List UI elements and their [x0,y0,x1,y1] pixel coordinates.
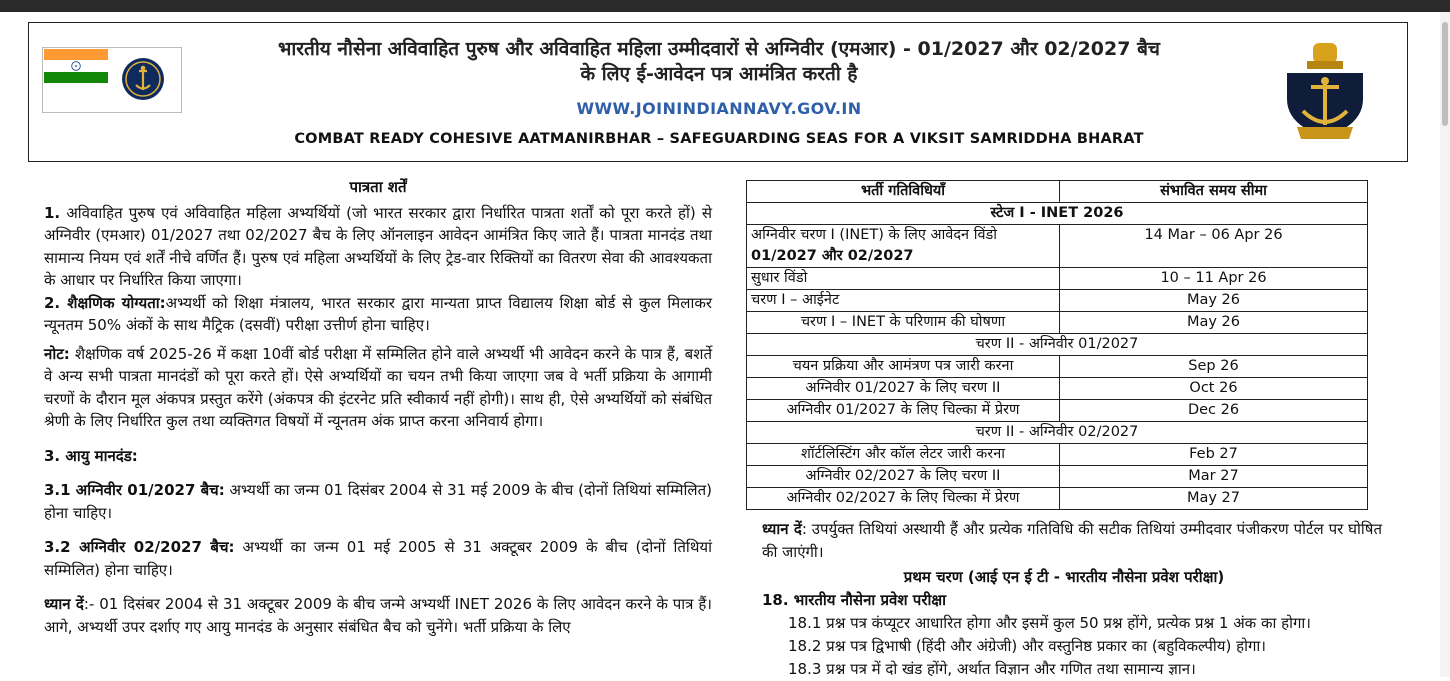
activity-batches: 01/2027 और 02/2027 [751,248,914,264]
col-timeline-header: संभावित समय सीमा [1060,181,1368,203]
exam-section [746,518,1382,681]
table-row [747,488,1368,510]
col-activities-header: भर्ती गतिविधियाँ [747,181,1060,203]
activity-cell: शॉर्टलिस्टिंग और कॉल लेटर जारी करना [747,444,1060,466]
date-cell: Sep 26 [1060,356,1368,378]
age-batch-2-label: 3.2 अग्निवीर 02/2027 बैच: [44,538,235,556]
activity-cell [747,225,1060,268]
ashoka-chakra-icon [71,61,81,71]
notice-title-line-1: भारतीय नौसेना अविवाहित पुरुष और अविवाहित महिला उम्मीदवारों से अग्निवीर (एमआर) - 01/2027 और 02/2027 बैच [277,38,1160,60]
note-text: शैक्षणिक वर्ष 2025-26 में कक्षा 10वीं बोर्ड परीक्षा में सम्मिलित होने वाले अभ्यर्थी भी आवेदन करने के पात्र हैं, बशर्ते वे अन्य सभी पात्रता मानदंडों को पूरा करते हों। ऐसे अभ्यर्थियों का चयन तभी किया जाएगा जब वे भर्ती प्रक्रिया के आगामी चरणों के दौरान मूल अंकपत्र प्रस्तुत करेंगे (अंकपत्र की इंटरनेट प्रति स्वीकार्य नहीं होगी)। साथ ही, ऐसे अभ्यर्थियों को संबंधित श्रेणी के लिए निर्धारित कुल तथा व्यक्तिगत विषयों में न्यूनतम अंक प्राप्त करना अनिवार्य होगा। [44,344,712,430]
section-18-3: 18.3 प्रश्न पत्र में दो खंड होंगे, अर्थात विज्ञान और गणित तथा सामान्य ज्ञान। [788,660,1196,678]
table-row [747,466,1368,488]
eligibility-section [44,176,712,638]
age-heading: 3. आयु मानदंड: [44,446,138,465]
table-row [747,334,1368,356]
education-label: 2. शैक्षणिक योग्यता: [44,293,166,312]
attention-text: :- 01 दिसंबर 2004 से 31 अक्टूबर 2009 के बीच जन्मे अभ्यर्थी INET 2026 के लिए आवेदन करने के पात्र हैं। आगे, अभ्यर्थी उपर दर्शाए गए आयु मानदंड के अनुसार संबंधित बैच को चुनेंगे। भर्ती प्रक्रिया के लिए [44,595,712,636]
table-row [747,378,1368,400]
date-cell: Dec 26 [1060,400,1368,422]
table-row [747,268,1368,290]
age-batch-1-para [44,479,712,524]
date-cell: Mar 27 [1060,466,1368,488]
activity-cell: अग्निवीर 02/2027 के लिए चिल्का में प्रेरण [747,488,1060,510]
section-18-heading: 18. भारतीय नौसेना प्रवेश परीक्षा [762,591,946,609]
section-18-2: 18.2 प्रश्न पत्र द्विभाषी (हिंदी और अंग्रेजी) और वस्तुनिष्ठ प्रकार का (बहुविकल्पीय) होगा। [788,637,1266,655]
table-row [747,225,1368,268]
indian-flag-icon [44,49,108,83]
notice-header [28,22,1408,162]
notice-title-line-2: के लिए ई-आवेदन पत्र आमंत्रित करती है [580,63,858,85]
motto-text: COMBAT READY COHESIVE AATMANIRBHAR – SAFEGUARDING SEAS FOR A VIKSIT SAMRIDDHA BHARAT [294,131,1144,147]
activity-cell: चयन प्रक्रिया और आमंत्रण पत्र जारी करना [747,356,1060,378]
para-1-text: अविवाहित पुरुष एवं अविवाहित महिला अभ्यर्थियों (जो भारत सरकार द्वारा निर्धारित पात्रता शर्तों को पूरा करते हों) से अग्निवीर (एमआर) 01/2027 तथा 02/2027 बैच के लिए ऑनलाइन आवेदन आमंत्रित किए जाते हैं। पात्रता मानदंड तथा सामान्य नियम एवं शर्तें नीचे वर्णित हैं। पुरुष एवं महिला अभ्यर्थियों के लिए ट्रेड-वार रिक्तियों का वितरण सेवा की आवश्यकता के आधार पर निर्धारित किया जाएगा। [44,203,712,289]
para-1-number: 1. [44,203,61,222]
dates-note [746,518,1382,564]
attention-para [44,593,712,638]
date-cell: Oct 26 [1060,378,1368,400]
navy-emblem-icon [1279,39,1371,143]
activity-cell: अग्निवीर 01/2027 के लिए चरण II [747,378,1060,400]
table-row [747,290,1368,312]
dates-note-label: ध्यान दें [762,520,802,538]
activity-cell: चरण I – आईनेट [747,290,1060,312]
activity-cell: अग्निवीर 01/2027 के लिए चिल्का में प्रेरण [747,400,1060,422]
education-para [44,292,712,337]
stage-1-row: स्टेज I - INET 2026 [747,203,1368,225]
education-text: अभ्यर्थी को शिक्षा मंत्रालय, भारत सरकार द्वारा मान्यता प्राप्त विद्यालय शिक्षा बोर्ड से कुल मिलाकर न्यूनतम 50% अंकों के साथ मैट्रिक (दसवीं) परीक्षा उत्तीर्ण होना चाहिए। [44,293,712,334]
date-cell: May 26 [1060,290,1368,312]
scrollbar-thumb[interactable] [1442,22,1448,126]
date-cell: May 26 [1060,312,1368,334]
date-cell: May 27 [1060,488,1368,510]
activity-cell: सुधार विंडो [747,268,1060,290]
date-cell: 14 Mar – 06 Apr 26 [1060,225,1368,268]
website-link[interactable]: WWW.JOININDIANNAVY.GOV.IN [576,99,862,118]
table-row [747,444,1368,466]
note-para [44,343,712,433]
age-batch-1-text: अभ्यर्थी का जन्म 01 दिसंबर 2004 से 31 मई 2009 के बीच (दोनों तिथियां सम्मिलित) होना चाहिए। [44,481,712,522]
section-18-1: 18.1 प्रश्न पत्र कंप्यूटर आधारित होगा और इसमें कुल 50 प्रश्न होंगे, प्रत्येक प्रश्न 1 अंक का होगा। [788,614,1311,632]
date-cell: 10 – 11 Apr 26 [1060,268,1368,290]
table-row [747,400,1368,422]
note-label: नोट: [44,344,70,363]
age-batch-2-text: अभ्यर्थी का जन्म 01 मई 2005 से 31 अक्टूबर 2009 के बीच (दोनों तिथियां सम्मिलित) होना चाहिए। [44,538,712,579]
stage-2b-row: चरण II - अग्निवीर 02/2027 [747,422,1368,444]
age-batch-2-para [44,536,712,581]
age-batch-1-label: 3.1 अग्निवीर 01/2027 बैच: [44,481,225,499]
schedule-table [746,180,1368,510]
logo-box [42,47,182,113]
table-row [747,203,1368,225]
window-top-bar [0,0,1450,12]
dates-note-text: : उपर्युक्त तिथियां अस्थायी हैं और प्रत्येक गतिविधि की सटीक तिथियां उम्मीदवार पंजीकरण पोर्टल पर घोषित की जाएंगी। [762,520,1382,561]
eligibility-para-1 [44,202,712,292]
stage-2a-row: चरण II - अग्निवीर 01/2027 [747,334,1368,356]
stage-one-heading: प्रथम चरण (आई एन ई टी - भारतीय नौसेना प्रवेश परीक्षा) [903,568,1225,586]
notice-title [229,37,1209,87]
navy-crest-small-icon [121,57,165,101]
table-row [747,356,1368,378]
table-row [747,422,1368,444]
date-cell: Feb 27 [1060,444,1368,466]
attention-label: ध्यान दें [44,595,84,613]
activity-cell: चरण I – INET के परिणाम की घोषणा [747,312,1060,334]
table-row [747,312,1368,334]
activity-text: अग्निवीर चरण I (INET) के लिए आवेदन विंडो [751,227,998,243]
table-header-row [747,181,1368,203]
eligibility-heading: पात्रता शर्तें [349,178,407,196]
activity-cell: अग्निवीर 02/2027 के लिए चरण II [747,466,1060,488]
